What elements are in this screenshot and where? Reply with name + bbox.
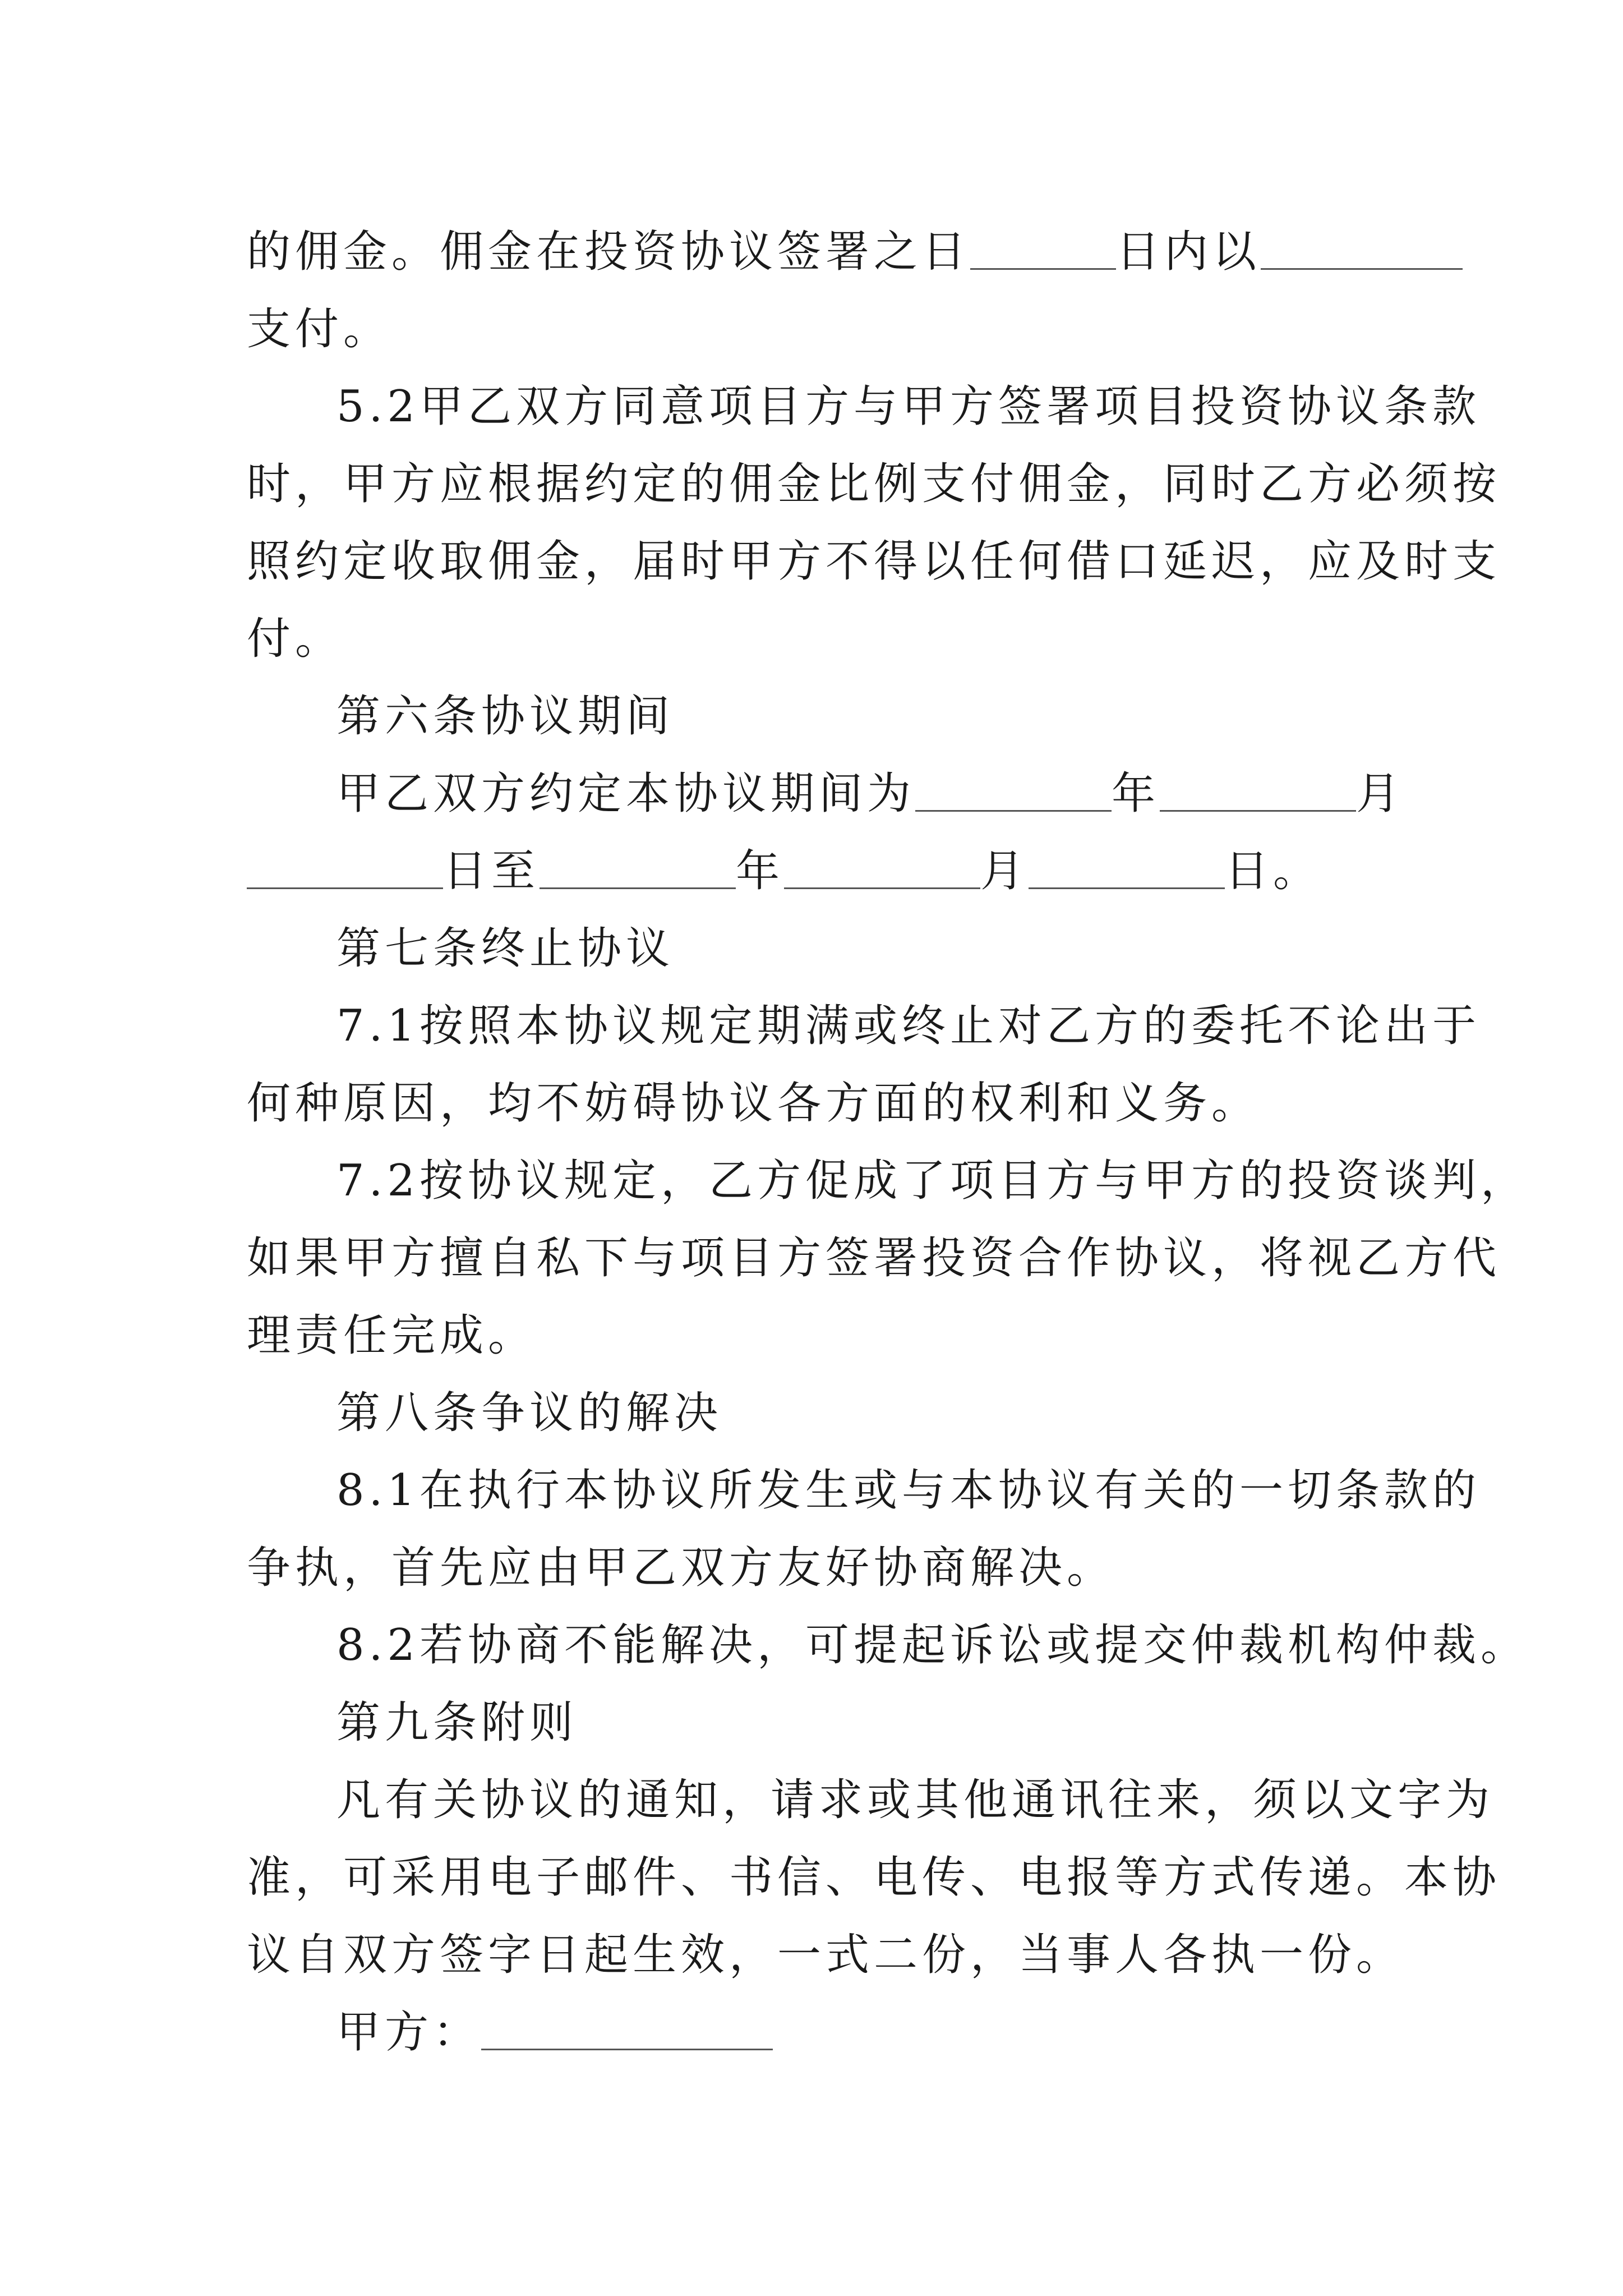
text-line bbox=[247, 1065, 1391, 1142]
text-fragment: 7.1按照本协议规定期满或终止对乙方的委托不论出于 bbox=[336, 1001, 1481, 1051]
text-fragment: 的佣金。佣金在投资协议签署之日 bbox=[247, 227, 971, 277]
document-body bbox=[247, 213, 1529, 2071]
text-fragment: 议自双方签字日起生效，一式二份，当事人各执一份。 bbox=[247, 1930, 1405, 1980]
party-a-label: 甲方： bbox=[336, 2007, 482, 2058]
text-fragment: 如果甲方擅自私下与项目方签署投资合作协议，将视乙方代 bbox=[247, 1233, 1501, 1283]
text-line bbox=[247, 523, 1501, 600]
article-9-heading bbox=[247, 1684, 1391, 1761]
text-fragment: 争执，首先应由甲乙双方友好协商解决。 bbox=[247, 1543, 1115, 1593]
text-fragment: 第八条争议的解决 bbox=[336, 1388, 723, 1438]
text-line bbox=[247, 291, 1391, 368]
text-fragment: 照约定收取佣金，届时甲方不得以任何借口延迟，应及时支 bbox=[247, 536, 1501, 587]
clause-8-2 bbox=[247, 1607, 1529, 1684]
text-fragment: 支付。 bbox=[247, 304, 392, 355]
text-fragment: 月 bbox=[1356, 769, 1405, 819]
text-line bbox=[247, 600, 1391, 678]
text-line bbox=[247, 1839, 1501, 1916]
article-6-heading bbox=[247, 678, 1391, 755]
text-fragment: 第九条附则 bbox=[336, 1697, 578, 1748]
text-fragment: 第七条终止协议 bbox=[336, 923, 675, 974]
fill-in-blank[interactable] bbox=[784, 848, 980, 889]
party-a-signature-line bbox=[247, 1994, 1391, 2071]
clause-7-2 bbox=[247, 1142, 1529, 1220]
text-fragment: 日。 bbox=[1225, 846, 1322, 896]
text-fragment: 8.1在执行本协议所发生或与本协议有关的一切条款的 bbox=[336, 1465, 1481, 1516]
party-a-signature-blank[interactable] bbox=[481, 2009, 773, 2050]
fill-in-blank[interactable] bbox=[540, 848, 736, 889]
text-line bbox=[247, 1529, 1391, 1607]
text-line bbox=[247, 445, 1501, 523]
article-8-heading bbox=[247, 1374, 1391, 1452]
text-fragment: 5.2甲乙双方同意项目方与甲方签署项目投资协议条款 bbox=[336, 381, 1481, 432]
text-line bbox=[247, 213, 1391, 291]
text-fragment: 付。 bbox=[247, 614, 344, 664]
text-line bbox=[247, 1916, 1405, 1994]
fill-in-blank[interactable] bbox=[1261, 229, 1463, 270]
text-line bbox=[247, 1220, 1501, 1297]
text-fragment: 日至 bbox=[443, 846, 540, 896]
fill-in-blank[interactable] bbox=[915, 771, 1112, 812]
text-line bbox=[247, 755, 1405, 832]
text-line bbox=[247, 1761, 1495, 1839]
clause-7-1 bbox=[247, 987, 1481, 1065]
text-fragment: 年 bbox=[1112, 769, 1160, 819]
article-7-heading bbox=[247, 910, 1391, 987]
text-fragment: 准，可采用电子邮件、书信、电传、电报等方式传递。本协 bbox=[247, 1852, 1501, 1903]
text-fragment: 甲乙双方约定本协议期间为 bbox=[336, 769, 916, 819]
fill-in-blank[interactable] bbox=[1160, 771, 1356, 812]
text-line bbox=[247, 1297, 1391, 1374]
text-line bbox=[247, 832, 1391, 910]
text-fragment: 凡有关协议的通知，请求或其他通讯往来，须以文字为 bbox=[336, 1775, 1495, 1825]
text-fragment: 8.2若协商不能解决，可提起诉讼或提交仲裁机构仲裁。 bbox=[336, 1620, 1529, 1671]
fill-in-blank[interactable] bbox=[970, 229, 1116, 270]
text-fragment: 年 bbox=[736, 846, 785, 896]
fill-in-blank[interactable] bbox=[247, 848, 443, 889]
text-fragment: 理责任完成。 bbox=[247, 1310, 537, 1361]
clause-5-2 bbox=[247, 368, 1481, 445]
clause-8-1 bbox=[247, 1452, 1481, 1529]
text-fragment: 日内以 bbox=[1116, 227, 1261, 277]
text-fragment: 何种原因，均不妨碍协议各方面的权利和义务。 bbox=[247, 1078, 1260, 1129]
text-fragment: 7.2按协议规定，乙方促成了项目方与甲方的投资谈判， bbox=[336, 1156, 1529, 1206]
text-fragment: 时，甲方应根据约定的佣金比例支付佣金，同时乙方必须按 bbox=[247, 459, 1501, 509]
text-fragment: 月 bbox=[980, 846, 1029, 896]
text-fragment: 第六条协议期间 bbox=[336, 691, 675, 742]
fill-in-blank[interactable] bbox=[1029, 848, 1225, 889]
